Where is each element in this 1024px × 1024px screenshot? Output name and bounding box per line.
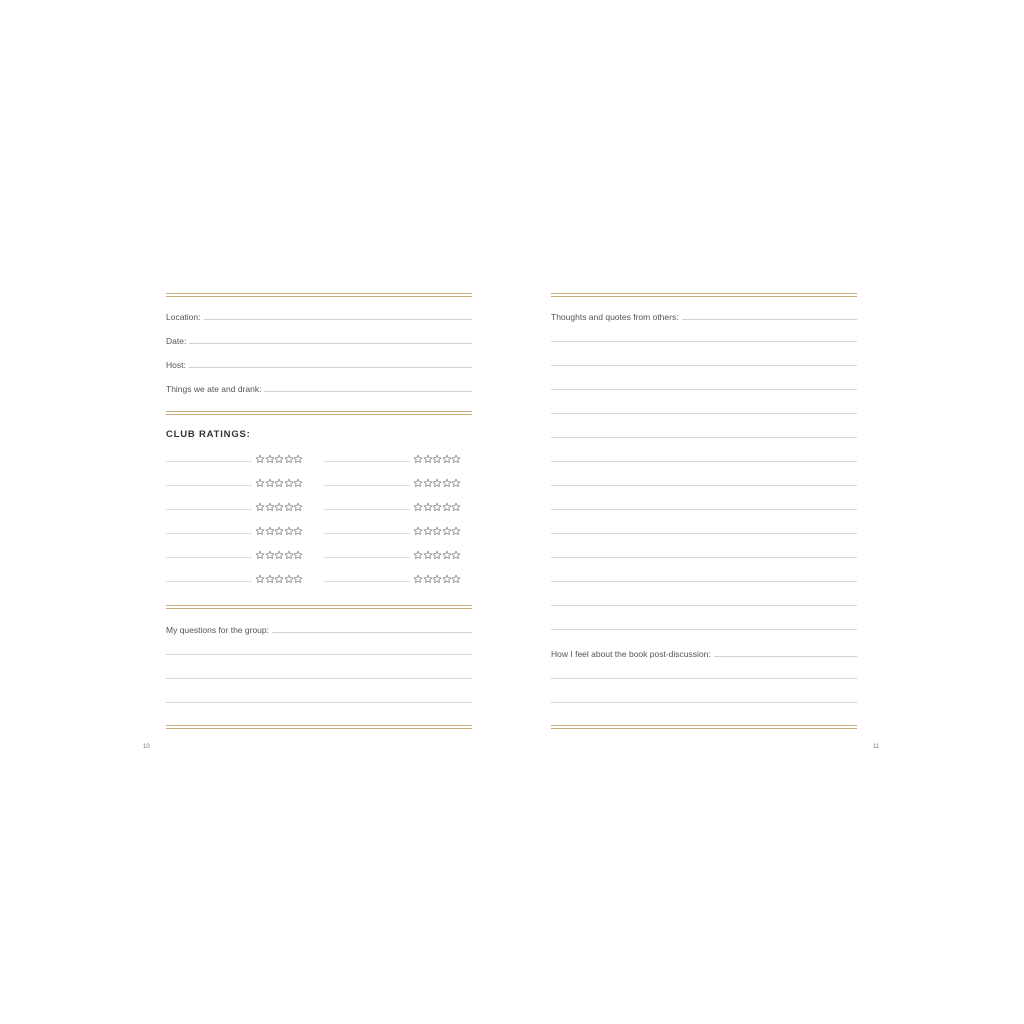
right-page — [551, 292, 857, 732]
star-outline-icon[interactable] — [293, 451, 303, 461]
star-outline-icon[interactable] — [284, 547, 294, 557]
thoughts-line-14[interactable] — [551, 629, 857, 630]
star-outline-icon[interactable] — [284, 499, 294, 509]
star-outline-icon[interactable] — [284, 451, 294, 461]
date-line[interactable] — [189, 343, 472, 344]
star-outline-icon[interactable] — [432, 475, 442, 485]
post-discussion-line-3[interactable] — [551, 702, 857, 703]
star-rating[interactable] — [413, 571, 461, 585]
ratings-top-gold-rule — [166, 411, 472, 415]
questions-line-4[interactable] — [166, 702, 472, 703]
star-outline-icon[interactable] — [413, 475, 423, 485]
questions-field[interactable] — [166, 619, 472, 635]
thoughts-line-12[interactable] — [551, 581, 857, 582]
star-outline-icon[interactable] — [442, 547, 452, 557]
club-ratings-title: CLUB RATINGS: — [166, 429, 251, 440]
thoughts-line-8[interactable] — [551, 485, 857, 486]
star-outline-icon[interactable] — [293, 523, 303, 533]
thoughts-line-11[interactable] — [551, 557, 857, 558]
top-gold-rule — [551, 293, 857, 297]
star-outline-icon[interactable] — [423, 523, 433, 533]
star-outline-icon[interactable] — [274, 451, 284, 461]
star-outline-icon[interactable] — [255, 451, 265, 461]
star-outline-icon[interactable] — [284, 523, 294, 533]
star-outline-icon[interactable] — [274, 547, 284, 557]
thoughts-line-9[interactable] — [551, 509, 857, 510]
star-outline-icon[interactable] — [413, 571, 423, 581]
rating-name-line[interactable] — [166, 557, 252, 558]
star-outline-icon[interactable] — [293, 475, 303, 485]
star-outline-icon[interactable] — [284, 571, 294, 581]
star-outline-icon[interactable] — [284, 475, 294, 485]
star-outline-icon[interactable] — [265, 499, 275, 509]
rating-name-line[interactable] — [166, 581, 252, 582]
rating-name-line[interactable] — [166, 533, 252, 534]
star-rating[interactable] — [413, 499, 461, 513]
rating-name-line[interactable] — [324, 509, 410, 510]
rating-name-line[interactable] — [166, 461, 252, 462]
star-outline-icon[interactable] — [442, 523, 452, 533]
food-drink-line[interactable] — [264, 391, 472, 392]
star-outline-icon[interactable] — [432, 547, 442, 557]
host-field[interactable] — [166, 354, 472, 370]
rating-name-line[interactable] — [324, 485, 410, 486]
star-outline-icon[interactable] — [451, 523, 461, 533]
thoughts-line-2[interactable] — [551, 341, 857, 342]
right-page-number: 11 — [873, 744, 880, 750]
star-outline-icon[interactable] — [432, 523, 442, 533]
top-gold-rule — [166, 293, 472, 297]
post-discussion-line-2[interactable] — [551, 678, 857, 679]
star-outline-icon[interactable] — [293, 499, 303, 509]
rating-name-line[interactable] — [324, 533, 410, 534]
left-page — [166, 292, 472, 732]
star-rating[interactable] — [413, 523, 461, 537]
star-outline-icon[interactable] — [274, 571, 284, 581]
star-outline-icon[interactable] — [423, 475, 433, 485]
star-outline-icon[interactable] — [423, 499, 433, 509]
star-outline-icon[interactable] — [432, 451, 442, 461]
star-outline-icon[interactable] — [255, 571, 265, 581]
star-outline-icon[interactable] — [413, 499, 423, 509]
star-outline-icon[interactable] — [442, 571, 452, 581]
star-rating[interactable] — [413, 475, 461, 489]
star-outline-icon[interactable] — [432, 499, 442, 509]
bottom-gold-rule — [166, 725, 472, 729]
thoughts-line-5[interactable] — [551, 413, 857, 414]
star-outline-icon[interactable] — [255, 547, 265, 557]
thoughts-line[interactable] — [682, 319, 857, 320]
star-outline-icon[interactable] — [423, 547, 433, 557]
rating-name-line[interactable] — [324, 461, 410, 462]
food-drink-label: Things we ate and drank: — [166, 384, 262, 394]
thoughts-line-4[interactable] — [551, 389, 857, 390]
thoughts-line-3[interactable] — [551, 365, 857, 366]
questions-line-2[interactable] — [166, 654, 472, 655]
rating-name-line[interactable] — [166, 509, 252, 510]
food-drink-field[interactable] — [166, 378, 472, 394]
star-outline-icon[interactable] — [293, 547, 303, 557]
star-outline-icon[interactable] — [451, 451, 461, 461]
thoughts-line-13[interactable] — [551, 605, 857, 606]
rating-name-line[interactable] — [324, 581, 410, 582]
questions-label: My questions for the group: — [166, 625, 270, 635]
star-outline-icon[interactable] — [274, 499, 284, 509]
star-rating[interactable] — [255, 475, 303, 489]
star-outline-icon[interactable] — [413, 451, 423, 461]
star-outline-icon[interactable] — [423, 451, 433, 461]
star-outline-icon[interactable] — [265, 451, 275, 461]
star-outline-icon[interactable] — [255, 499, 265, 509]
location-label: Location: — [166, 312, 201, 322]
star-outline-icon[interactable] — [274, 475, 284, 485]
thoughts-label: Thoughts and quotes from others: — [551, 312, 679, 322]
star-outline-icon[interactable] — [442, 499, 452, 509]
star-outline-icon[interactable] — [442, 451, 452, 461]
star-outline-icon[interactable] — [413, 547, 423, 557]
rating-name-line[interactable] — [324, 557, 410, 558]
host-line[interactable] — [189, 367, 472, 368]
star-outline-icon[interactable] — [255, 523, 265, 533]
star-outline-icon[interactable] — [451, 499, 461, 509]
post-discussion-line[interactable] — [714, 656, 857, 657]
star-outline-icon[interactable] — [265, 475, 275, 485]
thoughts-line-6[interactable] — [551, 437, 857, 438]
bottom-gold-rule — [551, 725, 857, 729]
date-label: Date: — [166, 336, 187, 346]
star-outline-icon[interactable] — [451, 475, 461, 485]
star-outline-icon[interactable] — [265, 547, 275, 557]
star-outline-icon[interactable] — [413, 523, 423, 533]
star-outline-icon[interactable] — [265, 523, 275, 533]
host-label: Host: — [166, 360, 186, 370]
post-discussion-label: How I feel about the book post-discussion: — [551, 649, 711, 659]
star-rating[interactable] — [255, 451, 303, 465]
thoughts-line-7[interactable] — [551, 461, 857, 462]
star-rating[interactable] — [255, 571, 303, 585]
post-discussion-field[interactable] — [551, 643, 857, 659]
star-outline-icon[interactable] — [432, 571, 442, 581]
rating-name-line[interactable] — [166, 485, 252, 486]
star-outline-icon[interactable] — [442, 475, 452, 485]
star-outline-icon[interactable] — [255, 475, 265, 485]
left-page-number: 10 — [143, 744, 150, 750]
star-rating[interactable] — [255, 523, 303, 537]
star-rating[interactable] — [413, 451, 461, 465]
star-rating[interactable] — [255, 499, 303, 513]
thoughts-line-10[interactable] — [551, 533, 857, 534]
star-outline-icon[interactable] — [451, 547, 461, 557]
questions-line-3[interactable] — [166, 678, 472, 679]
location-line[interactable] — [204, 319, 473, 320]
star-outline-icon[interactable] — [274, 523, 284, 533]
questions-line[interactable] — [272, 632, 472, 633]
star-outline-icon[interactable] — [293, 571, 303, 581]
star-outline-icon[interactable] — [451, 571, 461, 581]
thoughts-field[interactable] — [551, 306, 857, 322]
star-outline-icon[interactable] — [265, 571, 275, 581]
star-outline-icon[interactable] — [423, 571, 433, 581]
date-field[interactable] — [166, 330, 472, 346]
questions-top-gold-rule — [166, 605, 472, 609]
location-field[interactable] — [166, 306, 472, 322]
star-rating[interactable] — [255, 547, 303, 561]
star-rating[interactable] — [413, 547, 461, 561]
